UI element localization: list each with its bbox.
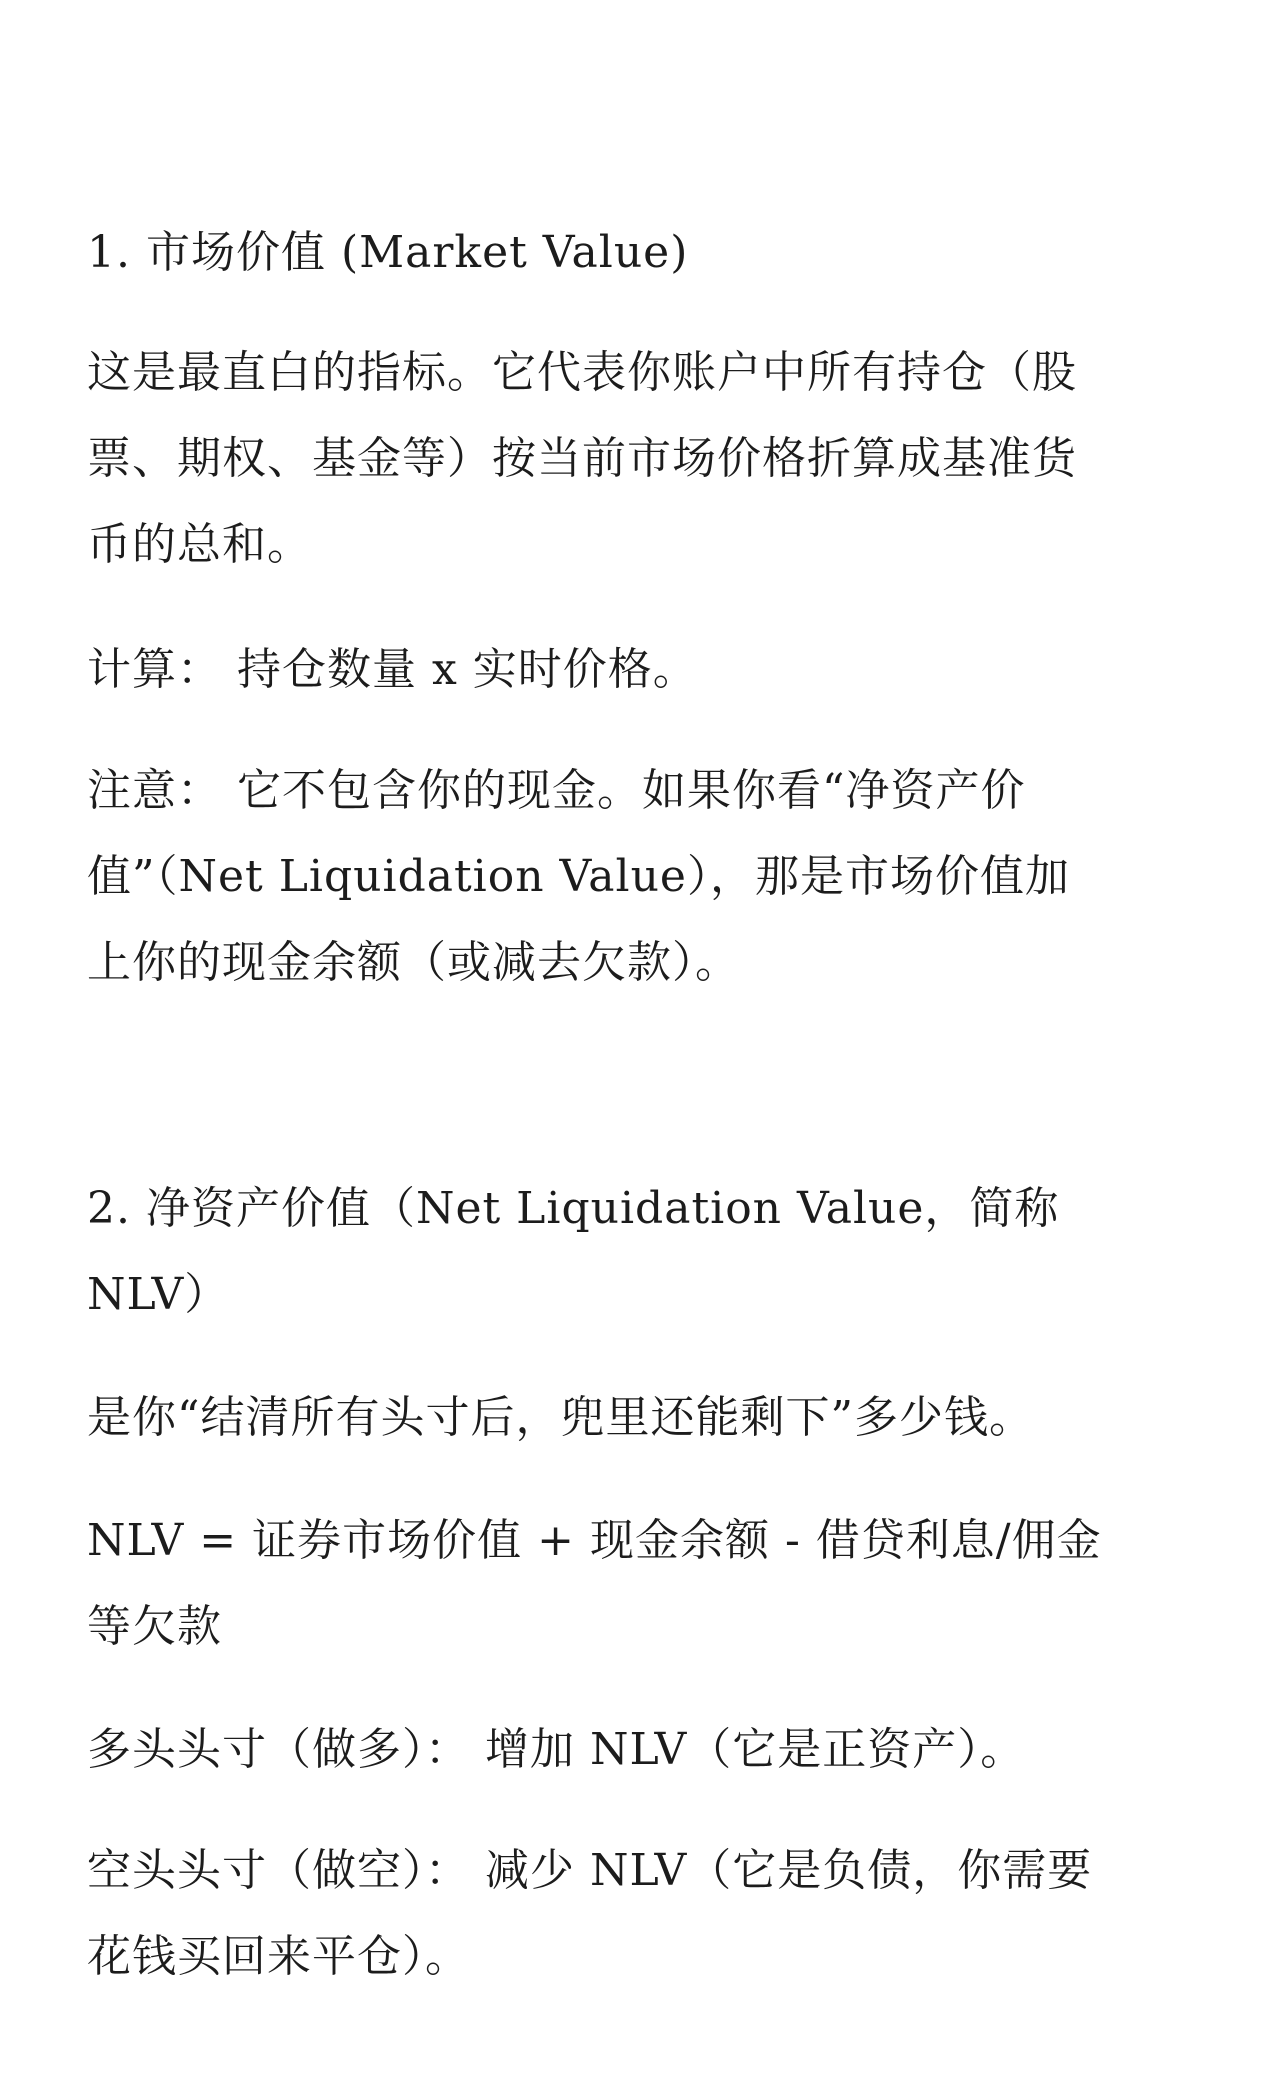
section-1-intro-line: 币的总和。	[87, 519, 312, 570]
section-1-note-line: 注意： 它不包含你的现金。如果你看“净资产价	[87, 765, 1026, 816]
section-2-intro: 是你“结清所有头寸后，兜里还能剩下”多少钱。	[87, 1392, 1034, 1443]
section-2-heading	[87, 1166, 1197, 1338]
section-2-formula-line: NLV = 证券市场价值 + 现金余额 - 借贷利息/佣金	[87, 1515, 1102, 1566]
section-2-short-position	[87, 1828, 1197, 2000]
section-1-note-line: 值”（Net Liquidation Value），那是市场价值加	[87, 851, 1070, 902]
section-1-intro-line: 这是最直白的指标。它代表你账户中所有持仓（股	[87, 347, 1077, 398]
section-1-note-line: 上你的现金余额（或减去欠款）。	[87, 937, 740, 988]
section-2-heading-line: 2. 净资产价值（Net Liquidation Value，简称	[87, 1183, 1060, 1234]
section-2-long-position: 多头头寸（做多）： 增加 NLV（它是正资产）。	[87, 1724, 1026, 1775]
section-2-formula	[87, 1498, 1197, 1670]
section-1-note	[87, 748, 1197, 1006]
section-1-calculation: 计算： 持仓数量 x 实时价格。	[87, 644, 698, 695]
section-2-formula-line: 等欠款	[87, 1601, 222, 1652]
section-1-intro	[87, 330, 1197, 588]
section-2-short-position-line: 空头头寸（做空）： 减少 NLV（它是负债，你需要	[87, 1845, 1093, 1896]
section-2-short-position-line: 花钱买回来平仓）。	[87, 1931, 470, 1982]
section-1-heading: 1. 市场价值 (Market Value)	[87, 227, 689, 278]
section-1-intro-line: 票、期权、基金等）按当前市场价格折算成基准货	[87, 433, 1077, 484]
section-2-heading-line: NLV）	[87, 1269, 230, 1320]
